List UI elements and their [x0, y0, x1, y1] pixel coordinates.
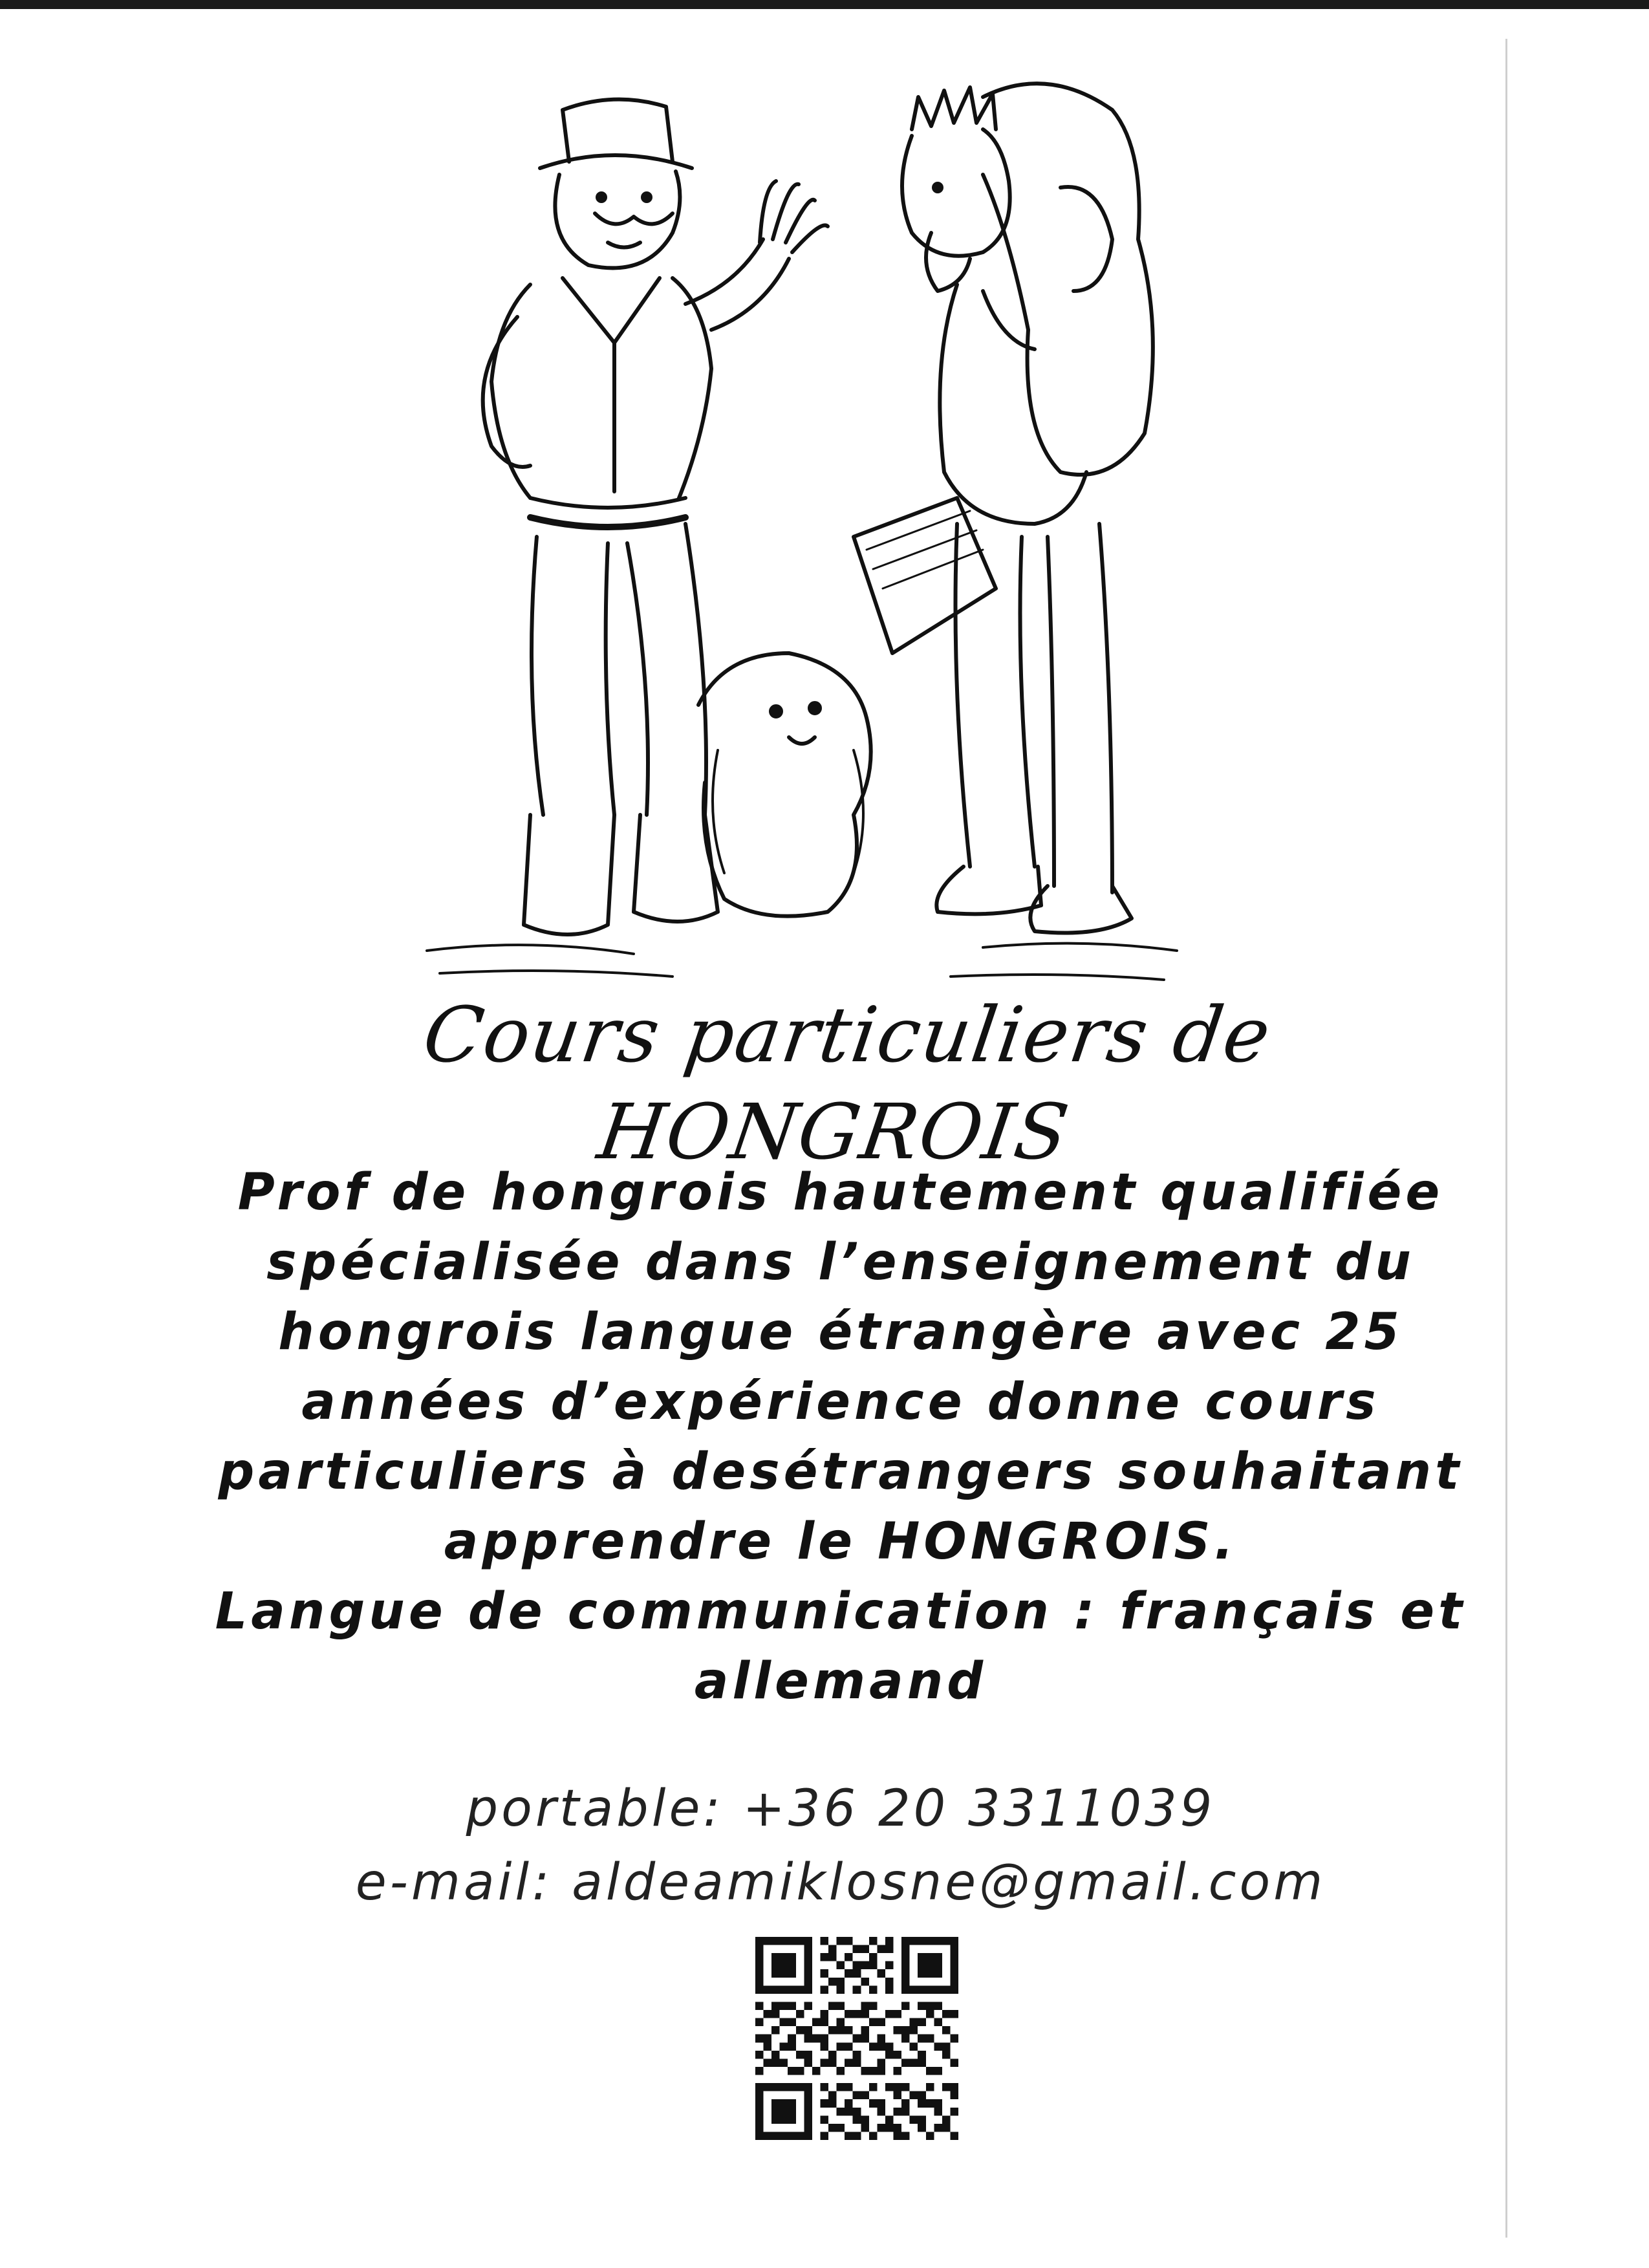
description-line: hongrois langue étrangère avec 25: [278, 1303, 1403, 1361]
phone-number: portable: +36 20 3311039: [466, 1780, 1216, 1838]
backpacker-figure-icon: [854, 83, 1153, 933]
dog-figure-icon: [698, 653, 871, 916]
description-line: Prof de hongrois hautement qualifiée: [237, 1163, 1444, 1222]
description-line: spécialisée dans l’enseignement du: [266, 1233, 1415, 1291]
cartoon-illustration: [401, 71, 1371, 1002]
qr-code-icon: [755, 1937, 958, 2140]
description-block: [194, 1158, 1487, 1716]
description-line: années d’expérience donne cours: [301, 1373, 1380, 1431]
ground-lines-icon: [427, 944, 1177, 980]
man-figure-icon: [483, 100, 828, 934]
scan-border-top: [0, 0, 1649, 9]
flyer-title: Cours particuliers de HONGROIS: [418, 990, 1277, 1176]
description-line: apprendre le HONGROIS.: [444, 1513, 1238, 1571]
contact-block: [194, 1772, 1487, 1919]
description-line: Langue de communication : français et: [215, 1582, 1467, 1641]
email-address: e-mail: aldeamiklosne@gmail.com: [355, 1853, 1326, 1912]
scan-border-right: [1505, 39, 1507, 2238]
description-line: particuliers à desétrangers souhaitant: [218, 1443, 1463, 1501]
description-line: allemand: [694, 1652, 987, 1711]
